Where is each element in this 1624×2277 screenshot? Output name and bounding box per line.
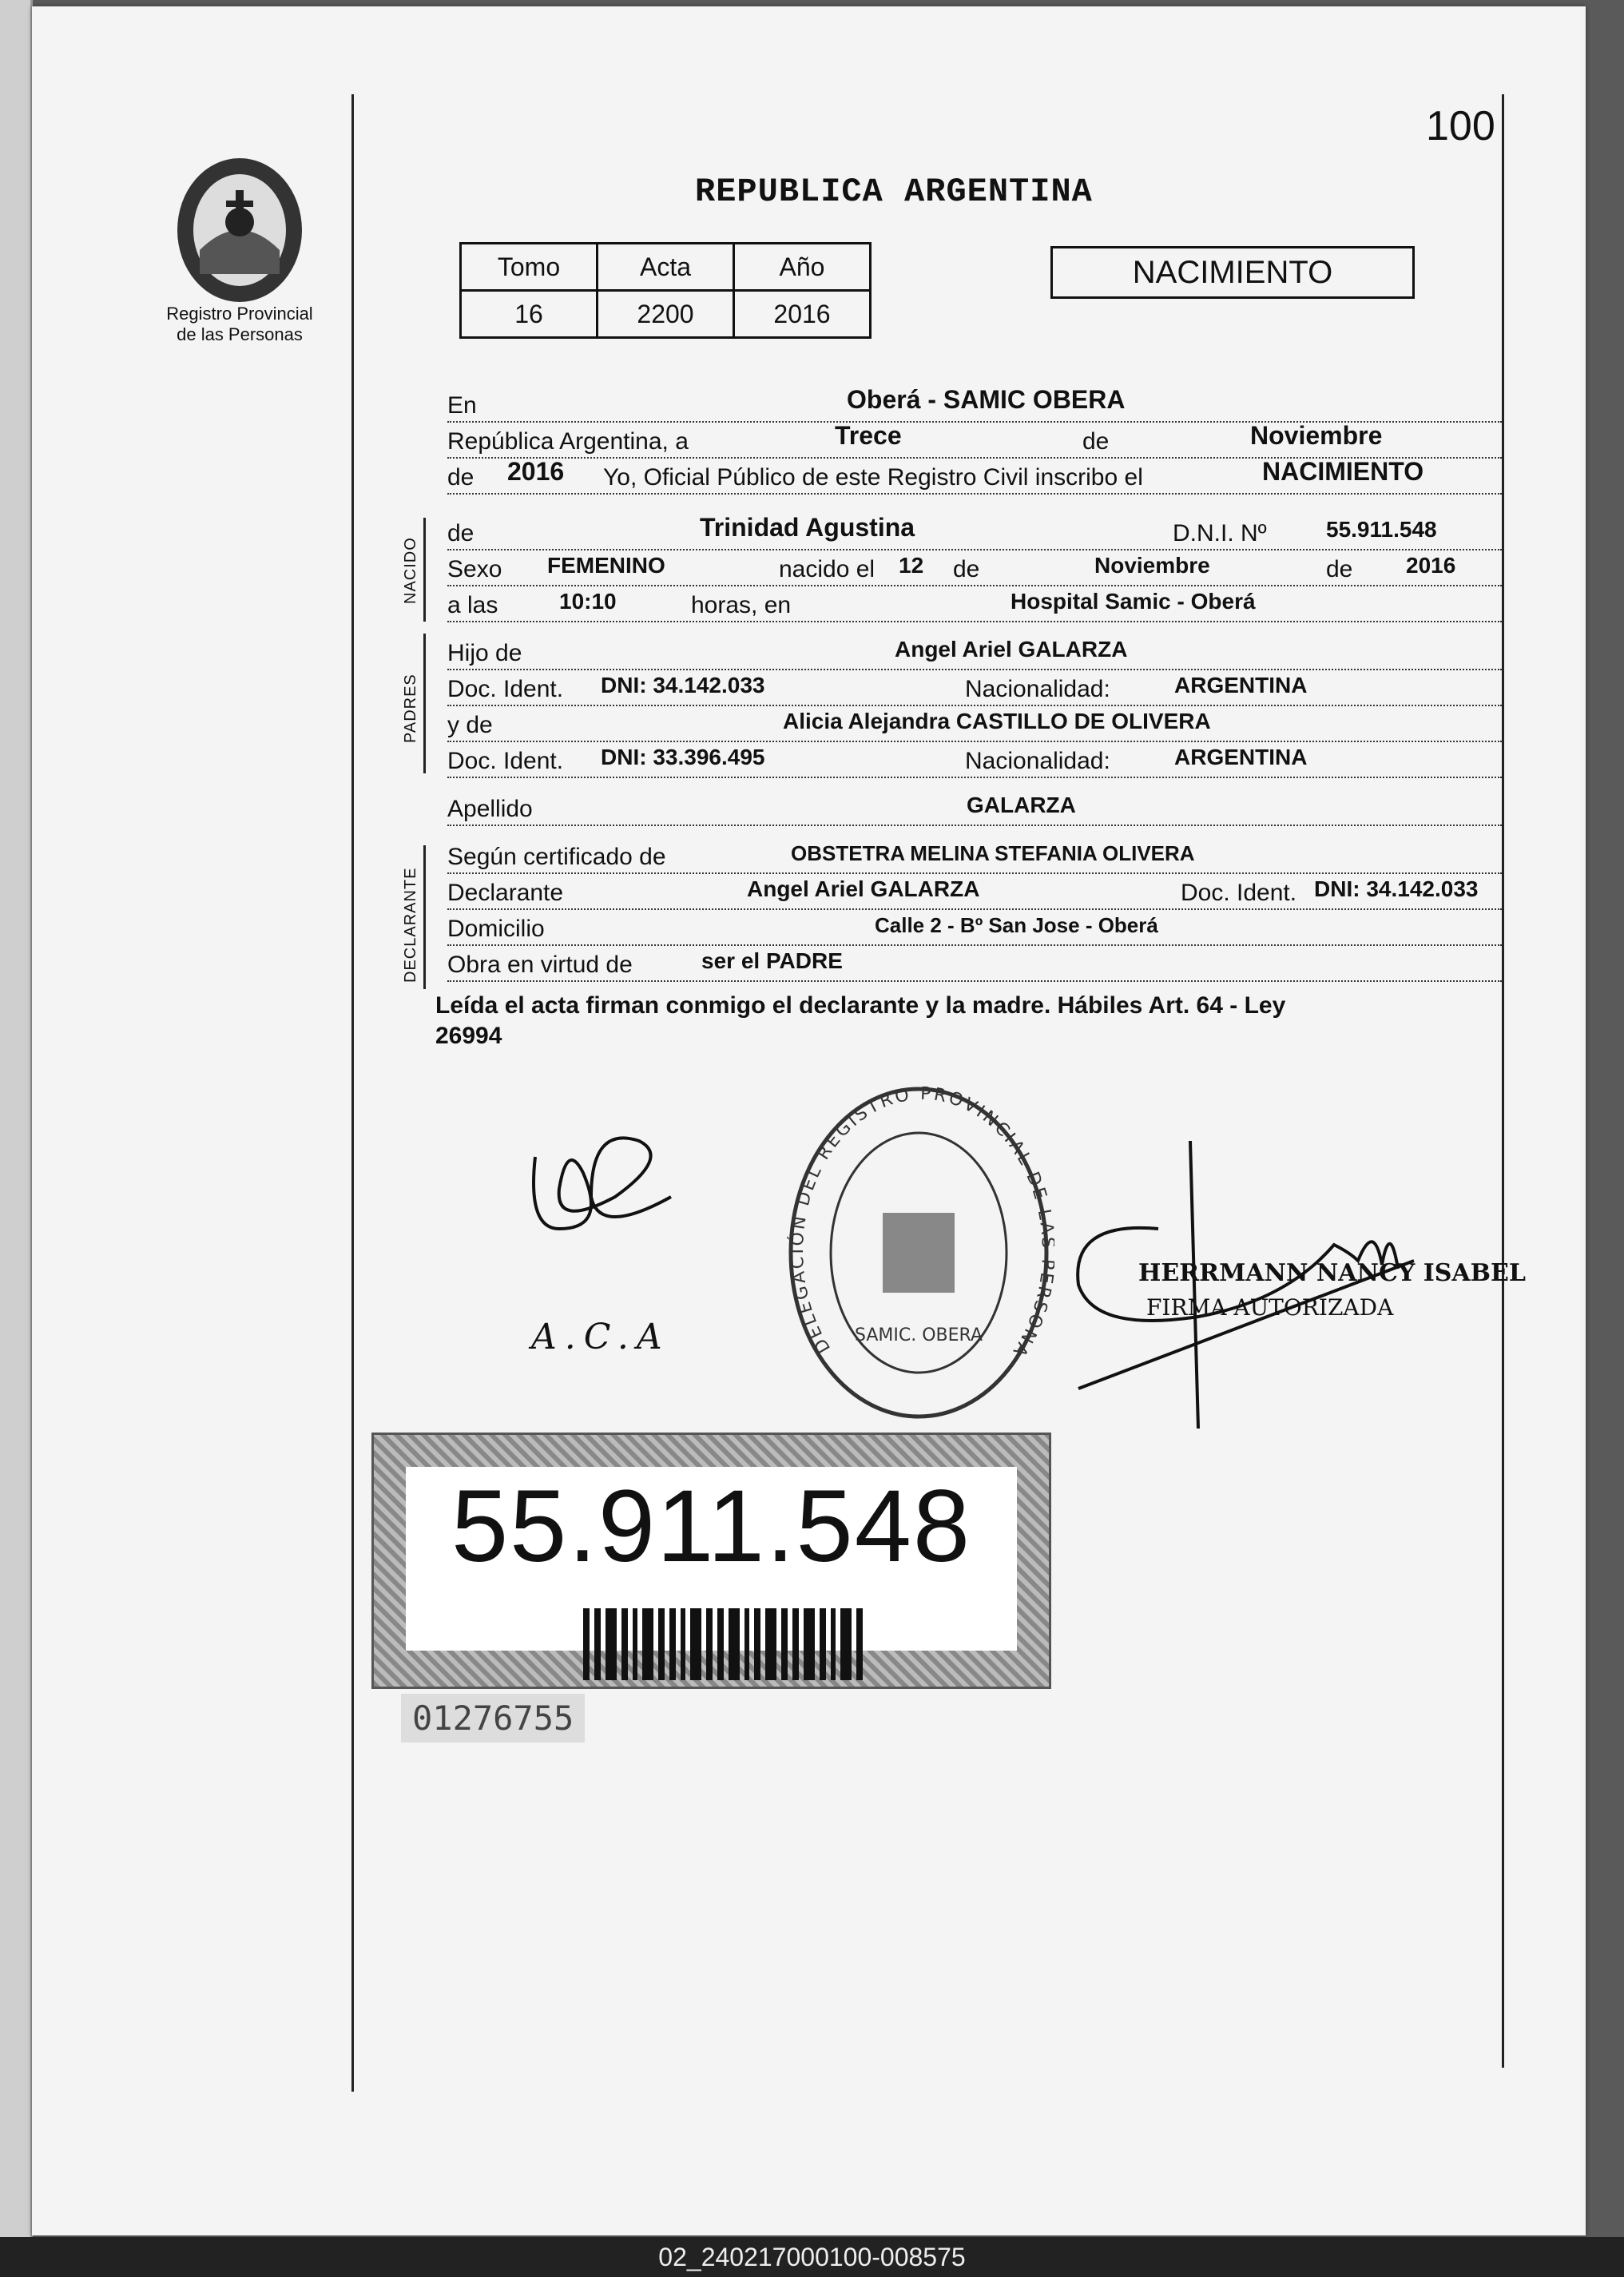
registry-caption-line1: Registro Provincial xyxy=(166,304,313,324)
value-reason: ser el PADRE xyxy=(701,948,843,973)
section-label-nacido: NACIDO xyxy=(402,537,419,604)
label-horas: horas, en xyxy=(691,592,792,618)
stamp-seal-icon xyxy=(783,1077,1054,1429)
row-born-name xyxy=(447,514,1502,550)
label-dni: D.N.I. Nº xyxy=(1173,520,1267,546)
dni-label-panel xyxy=(406,1467,1017,1651)
label-father-nat: Nacionalidad: xyxy=(965,676,1110,702)
label-sexo: Sexo xyxy=(447,556,502,582)
label-father-doc: Doc. Ident. xyxy=(447,676,564,702)
label-a-las: a las xyxy=(447,592,498,618)
official-title: FIRMA AUTORIZADA xyxy=(1146,1294,1394,1321)
record-type-box: NACIMIENTO xyxy=(1050,246,1415,299)
signature-initials: A.C.A xyxy=(531,1317,670,1357)
value-father: Angel Ariel GALARZA xyxy=(895,637,1128,662)
row-republica xyxy=(447,422,1502,459)
value-born-day: 12 xyxy=(899,553,924,578)
label-declarant-doc: Doc. Ident. xyxy=(1181,880,1297,906)
country-title: REPUBLICA ARGENTINA xyxy=(695,173,1093,211)
value-born-name: Trinidad Agustina xyxy=(700,513,915,542)
value-apellido: GALARZA xyxy=(967,793,1076,817)
value-sex: FEMENINO xyxy=(547,553,665,578)
label-apellido: Apellido xyxy=(447,796,533,822)
dni-number: 55.911.548 xyxy=(451,1469,972,1584)
registry-caption-line2: de las Personas xyxy=(177,324,303,344)
label-nacido-el: nacido el xyxy=(779,556,876,582)
label-born-de2: de xyxy=(953,556,980,582)
record-header-ano: Año xyxy=(734,244,871,291)
label-yo: Yo, Oficial Público de este Registro Civil inscribo el xyxy=(603,464,1143,491)
value-declarant-name: Angel Ariel GALARZA xyxy=(747,876,980,901)
scan-edge xyxy=(0,0,33,2237)
value-born-month: Noviembre xyxy=(1094,553,1210,578)
value-address: Calle 2 - Bº San Jose - Oberá xyxy=(875,913,1158,937)
misiones-emblem-icon xyxy=(172,154,308,306)
label-republica: República Argentina, a xyxy=(447,428,689,455)
row-born-sex xyxy=(447,550,1502,586)
registry-caption xyxy=(152,304,328,345)
label-hijo-de: Hijo de xyxy=(447,640,522,666)
left-margin-line xyxy=(351,94,354,2092)
value-certificate: OBSTETRA MELINA STEFANIA OLIVERA xyxy=(791,841,1195,865)
label-domicilio: Domicilio xyxy=(447,916,545,942)
label-obra: Obra en virtud de xyxy=(447,952,633,978)
closing-line1: Leída el acta firman conmigo el declarante y la madre. Hábiles Art. 64 - Ley xyxy=(435,992,1286,1019)
row-father-doc xyxy=(447,670,1502,706)
label-born-de: de xyxy=(447,520,474,546)
value-place: Oberá - SAMIC OBERA xyxy=(847,385,1126,414)
value-mother-doc: DNI: 33.396.495 xyxy=(601,745,765,769)
right-margin-line xyxy=(1502,94,1504,2068)
section-bracket-padres xyxy=(423,634,426,773)
row-en xyxy=(447,386,1502,423)
value-act-type: NACIMIENTO xyxy=(1262,457,1424,486)
section-label-padres: PADRES xyxy=(402,674,419,743)
value-born-year: 2016 xyxy=(1406,553,1456,578)
stamp-inner-text: SAMIC. OBERA xyxy=(855,1325,983,1345)
value-mother: Alicia Alejandra CASTILLO DE OLIVERA xyxy=(783,709,1211,733)
page-number: 100 xyxy=(1426,103,1495,149)
value-month-text: Noviembre xyxy=(1250,421,1383,450)
record-table xyxy=(459,242,872,339)
row-father xyxy=(447,634,1502,670)
row-declarant xyxy=(447,873,1502,910)
official-name: HERRMANN NANCY ISABEL xyxy=(1138,1259,1526,1287)
label-segun: Según certificado de xyxy=(447,844,666,870)
serial-number: 01276755 xyxy=(401,1694,585,1743)
barcode xyxy=(518,1587,933,1659)
closing-line2: 26994 xyxy=(435,1023,502,1049)
record-header-row xyxy=(461,244,871,291)
record-value-ano: 2016 xyxy=(734,291,871,338)
row-mother xyxy=(447,705,1502,742)
section-label-declarante: DECLARANTE xyxy=(402,867,419,983)
record-value-acta: 2200 xyxy=(598,291,734,338)
value-time: 10:10 xyxy=(559,589,617,614)
row-obra xyxy=(447,945,1502,982)
label-en: En xyxy=(447,392,477,419)
row-year xyxy=(447,458,1502,495)
label-declarante: Declarante xyxy=(447,880,564,906)
province-emblem xyxy=(172,154,308,310)
value-declarant-doc: DNI: 34.142.033 xyxy=(1314,876,1479,901)
stamp-outer-text: DELEGACIÓN DEL REGISTRO PROVINCIAL DE L ERSONA xyxy=(787,1083,1054,1362)
scan-filename: 02_240217000100-008575 xyxy=(0,2237,1624,2277)
section-bracket-nacido xyxy=(423,518,426,622)
registry-stamp xyxy=(783,1077,1054,1429)
closing-text xyxy=(435,991,1498,1051)
record-value-row xyxy=(461,291,871,338)
row-certificate xyxy=(447,837,1502,874)
label-mother-doc: Doc. Ident. xyxy=(447,748,564,774)
record-header-acta: Acta xyxy=(598,244,734,291)
value-mother-nat: ARGENTINA xyxy=(1174,745,1308,769)
record-header-tomo: Tomo xyxy=(461,244,598,291)
dni-sticker xyxy=(371,1433,1051,1689)
section-bracket-declarante xyxy=(423,845,426,989)
row-apellido xyxy=(447,789,1502,826)
label-y-de: y de xyxy=(447,712,493,738)
value-year: 2016 xyxy=(507,457,565,486)
declarant-signature xyxy=(511,1109,719,1269)
row-mother-doc xyxy=(447,741,1502,778)
record-value-tomo: 16 xyxy=(461,291,598,338)
value-born-place: Hospital Samic - Oberá xyxy=(1011,589,1256,614)
label-mother-nat: Nacionalidad: xyxy=(965,748,1110,774)
value-day-text: Trece xyxy=(835,421,902,450)
label-born-de3: de xyxy=(1326,556,1353,582)
value-father-doc: DNI: 34.142.033 xyxy=(601,673,765,697)
row-domicilio xyxy=(447,909,1502,946)
document-page xyxy=(32,6,1586,2235)
row-born-time xyxy=(447,586,1502,622)
label-de-year: de xyxy=(447,464,474,491)
value-born-dni: 55.911.548 xyxy=(1326,517,1437,542)
label-de: de xyxy=(1082,428,1110,455)
value-father-nat: ARGENTINA xyxy=(1174,673,1308,697)
